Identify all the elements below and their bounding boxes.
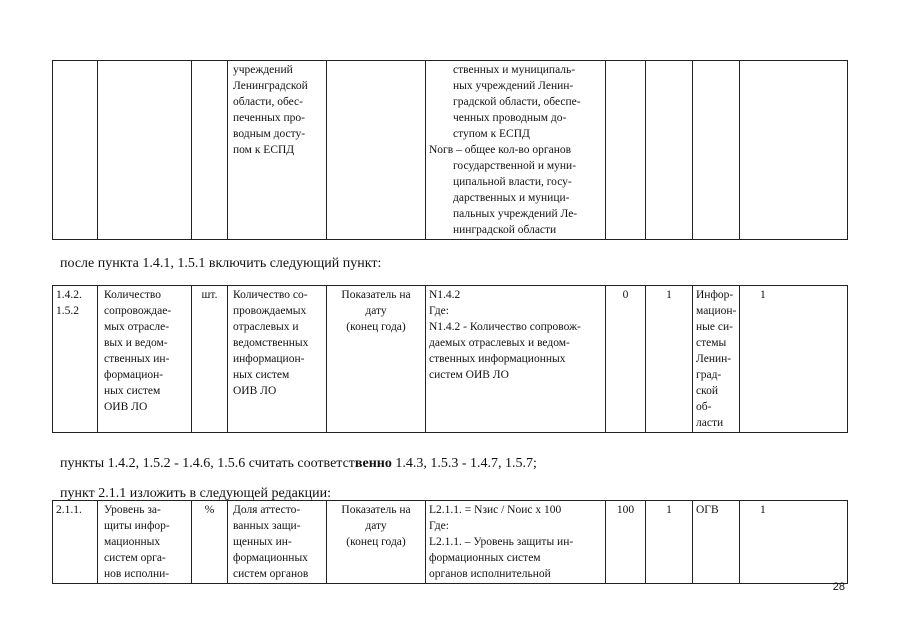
paragraph-renumber-end: 1.4.3, 1.5.3 - 1.4.7, 1.5.7; — [391, 456, 537, 471]
base-value: 0 — [606, 286, 646, 433]
indicator-name: Количество сопровождае- мых отрасле- вых и ведом- ственных ин- формацион- ных систем ОИВ ЛО — [98, 286, 192, 433]
page-number: 28 — [832, 581, 845, 593]
indicator-name: Уровень за- щиты инфор- мационных систем орга- нов исполни- — [98, 501, 192, 584]
calculation-formula: L2.1.1. = Nзис / Nоис x 100 Где: L2.1.1. – Уровень защиты ин- формационных систем органов исполнительной — [426, 501, 606, 584]
item-number: 2.1.1. — [53, 501, 98, 584]
last-column-value: 1 — [740, 501, 848, 584]
table1-cell-formula: ственных и муниципаль- ных учреждений Ленин- градской области, обеспе- ченных проводным до- ступом к ЕСПД Nогв – общее кол-во органов государственной и муни- ципальной власти, госу- дарственных и муници- пальных учреждений Ле- нинградской области — [426, 61, 606, 240]
data-source: Инфор- мацион- ные си- стемы Ленин- град- ской об- ласти — [693, 286, 740, 433]
item-number: 1.4.2. 1.5.2 — [53, 286, 98, 433]
table1-cell-9 — [693, 61, 740, 240]
table1-cell-10 — [740, 61, 848, 240]
base-value: 100 — [606, 501, 646, 584]
unit: шт. — [192, 286, 228, 433]
indicator-type: Показатель на дату (конец года) — [327, 286, 426, 433]
last-column-value: 1 — [740, 286, 848, 433]
target-value: 1 — [646, 501, 693, 584]
table1-cell-1 — [53, 61, 98, 240]
paragraph-new-edition: пункт 2.1.1 изложить в следующей редакции: — [60, 486, 331, 501]
paragraph-insert-after: после пункта 1.4.1, 1.5.1 включить следующий пункт: — [60, 256, 382, 271]
table1-cell-5 — [327, 61, 426, 240]
target-value: 1 — [646, 286, 693, 433]
paragraph-renumber-bold: венно — [354, 456, 392, 471]
table1-cell-definition: учреждений Ленинградской области, обес- печенных про- водным досту- пом к ЕСПД — [228, 61, 327, 240]
paragraph-renumber — [60, 456, 537, 472]
unit: % — [192, 501, 228, 584]
calculation-formula: N1.4.2 Где: N1.4.2 - Количество сопровож- даемых отраслевых и ведом- ственных информационных систем ОИВ ЛО — [426, 286, 606, 433]
table-continuation — [52, 60, 848, 240]
indicator-definition: Количество со- провождаемых отраслевых и ведомственных информацион- ных систем ОИВ ЛО — [228, 286, 327, 433]
indicator-type: Показатель на дату (конец года) — [327, 501, 426, 584]
table-new-item — [52, 285, 848, 433]
indicator-definition: Доля аттесто- ванных защи- щенных ин- формационных систем органов — [228, 501, 327, 584]
table-item-2-1-1 — [52, 500, 848, 584]
paragraph-renumber-start: пункты 1.4.2, 1.5.2 - 1.4.6, 1.5.6 считать соответст — [60, 456, 355, 471]
table1-cell-7 — [606, 61, 646, 240]
formula-symbol: Nогв — [429, 144, 454, 156]
table1-cell-8 — [646, 61, 693, 240]
table1-cell-2 — [98, 61, 192, 240]
data-source: ОГВ — [693, 501, 740, 584]
table1-cell-3 — [192, 61, 228, 240]
